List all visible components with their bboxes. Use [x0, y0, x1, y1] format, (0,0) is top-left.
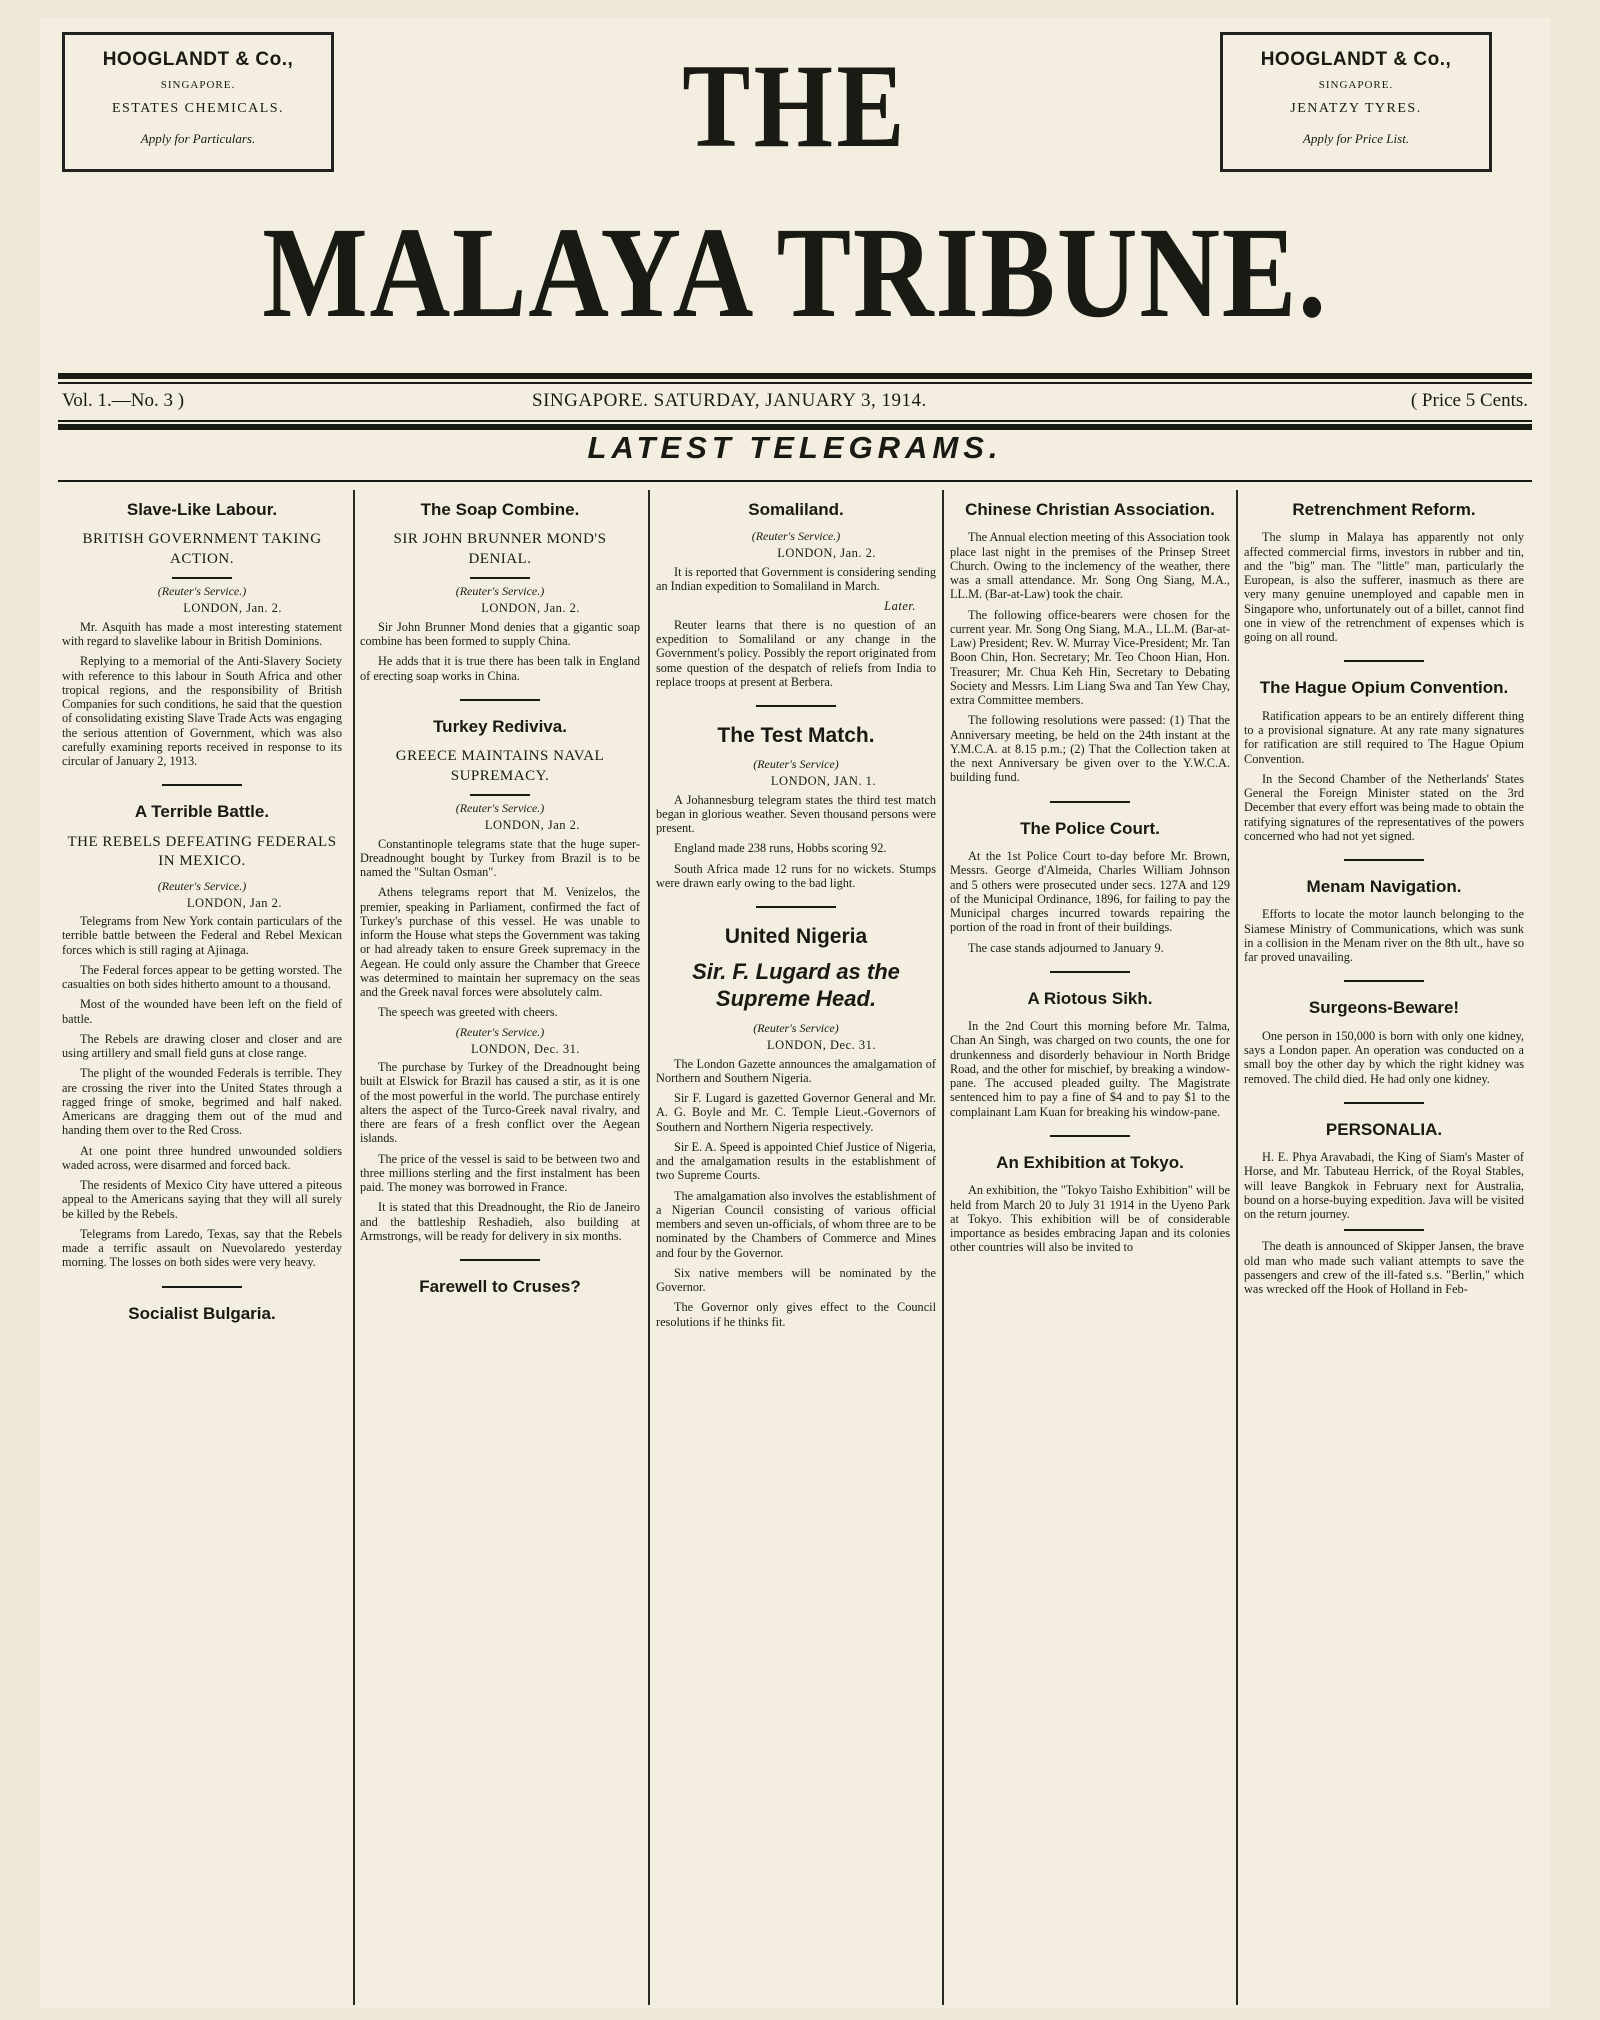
column-1: [62, 496, 342, 1996]
headline-riotous-sikh: A Riotous Sikh.: [1027, 988, 1153, 1008]
headline-surgeons-beware: Surgeons-Beware!: [1308, 998, 1460, 1018]
paragraph: At the 1st Police Court to-day before Mr. Brown, Messrs. George d'Almeida, Charles William Johnson and 5 others were prosecuted under secs. 127A and 129 of the Municipal Ordinance, 1896, for failing to pay the Municipal charges incurred towards repairing the portion of the road in front of their buildings.: [950, 849, 1230, 935]
column-2: [360, 496, 640, 1996]
separator: [162, 1286, 242, 1288]
paragraph: The Rebels are drawing closer and closer and are using artillery and small field guns at close range.: [62, 1031, 342, 1061]
paragraph: Sir E. A. Speed is appointed Chief Justice of Nigeria, and the amalgamation results in the establishment of two Supreme Courts.: [656, 1139, 936, 1183]
paragraph: It is stated that this Dreadnought, the Rio de Janeiro and the battleship Reshadieh, also building at Armstrongs, will be ready for delivery in six months.: [360, 1200, 640, 1243]
paragraph: The purchase by Turkey of the Dreadnought being built at Elswick for Brazil has caused a stir, as it is one of the most powerful in the world. The purchase entirely alters the aspect of the Turco-Greek naval rivalry, and there are fears of a fresh conflict over the Aegean islands.: [360, 1060, 640, 1146]
column-divider: [353, 490, 355, 2005]
separator: [1344, 980, 1424, 982]
paragraph: One person in 150,000 is born with only one kidney, says a London paper. An operation was conducted on a small boy the other day by which the right kidney was removed. The child died. He had only one kidney.: [1244, 1028, 1524, 1086]
separator: [470, 577, 530, 579]
paragraph: In the 2nd Court this morning before Mr. Talma, Chan An Singh, was charged on two counts, the one for drunkenness and disorderly behaviour in North Bridge Road, and the other for mischief, by breaking a window-pane. The accused pleaded guilty. The Magistrate sentenced him to pay a fine of $4 and to pay $1 to the complainant Lam Kuan for breaking his window-pane.: [950, 1019, 1230, 1119]
headline-exhibition-tokyo: An Exhibition at Tokyo.: [996, 1152, 1184, 1172]
paragraph: At one point three hundred unwounded soldiers waded across, were disarmed and forced back.: [62, 1143, 342, 1172]
separator: [1050, 1135, 1130, 1137]
headline-turkey-rediviva: Turkey Rediviva.: [433, 716, 567, 736]
paragraph: Replying to a memorial of the Anti-Slavery Society with reference to this labour in South Africa and other tropical regions, and the responsibility of British Companies for such conditions, he said that the question of consolidating existing Slave Trade Acts was engaging the serious attention of Government, which was also carefully examining reports received in response to its circular of January 2, 1913.: [62, 654, 342, 769]
headline-lugard: Sir. F. Lugard as the Supreme Head.: [692, 959, 900, 1011]
headline-somaliland: Somaliland.: [748, 500, 844, 519]
paragraph: Constantinople telegrams state that the huge super-Dreadnought bought by Turkey from Brazil is to be named the "Sultan Osman".: [360, 836, 640, 880]
section-rule: [58, 480, 1532, 482]
paragraph: H. E. Phya Aravabadi, the King of Siam's Master of Horse, and Mr. Tabuteau Herrick, of the Royal Stables, will leave Bangkok in February next for Australia, bound on a horse-buying expedition. Java will be visited on the return journey.: [1244, 1150, 1524, 1222]
column-4: [950, 496, 1230, 1996]
left-ad-city: SINGAPORE.: [160, 79, 236, 91]
paragraph: The case stands adjourned to January 9.: [968, 940, 1164, 955]
separator: [1344, 1102, 1424, 1104]
paragraph: The slump in Malaya has apparently not only affected commercial firms, investors in rubber and tin, and the "big" man. The "little" man, particularly the European, is also the sufferer, inasmuch as there are very many genuine unemployed and capable men in Singapore who, unfortunately out of a billet, cannot find one in view of the retrenchment of expenses which is going on all round.: [1244, 530, 1524, 645]
paragraph: The residents of Mexico City have uttered a piteous appeal to the Americans saying that they will all surely be killed by the Rebels.: [62, 1178, 342, 1221]
paragraph: A Johannesburg telegram states the third test match began in glorious weather. Seven thousand persons were present.: [656, 792, 936, 836]
subhead: GREECE MAINTAINS NAVAL SUPREMACY.: [395, 748, 605, 784]
headline-retrenchment-reform: Retrenchment Reform.: [1292, 500, 1476, 519]
paragraph: England made 238 runs, Hobbs scoring 92.: [674, 841, 887, 856]
headline-hague-opium: The Hague Opium Convention.: [1259, 678, 1509, 698]
issue-price: ( Price 5 Cents.: [1410, 390, 1528, 411]
paragraph: Six native members will be nominated by the Governor.: [656, 1265, 936, 1295]
paragraph: The death is announced of Skipper Jansen, the brave old man who made such valiant attempts to save the passengers and crew of the ill-fated s.s. "Berlin," which was wrecked off the Hook of Holland in Feb-: [1244, 1239, 1524, 1297]
paragraph: The amalgamation also involves the establishment of a Nigerian Council consisting of various official members and seven un-officials, of whom three are to be nominated by the Chambers of Commerce and Mines and four by the Governor.: [656, 1188, 936, 1260]
subhead: SIR JOHN BRUNNER MOND'S DENIAL.: [393, 531, 607, 567]
paragraph: Most of the wounded have been left on the field of battle.: [62, 997, 342, 1026]
headline-menam-navigation: Menam Navigation.: [1306, 877, 1462, 897]
paragraph: The following office-bearers were chosen for the current year. Mr. Song Ong Siang, M.A., LL.M. (Bar-at-Law) President; Rev. W. Murray Vice-President; Mr. Tan Boon Chin, Hon. Secretary; Mr. Teo Choon Hian, Hon. Treasurer; Mr. Chua Keh Hin, Secretary to Debating Society and Messrs. Lim Liang Swa and Tan Yew Chay, extra Committee members.: [950, 607, 1230, 708]
paragraph: Reuter learns that there is no question of an expedition to Somaliland or any change in the Government's policy. Possibly the report originated from some question of the despatch of reliefs from India to replace troops at present at Berbera.: [656, 617, 936, 689]
service-credit: (Reuter's Service.): [455, 584, 545, 599]
service-credit: (Reuter's Service.): [455, 1024, 545, 1039]
headline-test-match: The Test Match.: [717, 724, 875, 748]
separator: [756, 906, 836, 908]
separator: [460, 699, 540, 701]
headline-terrible-battle: A Terrible Battle.: [134, 802, 270, 822]
paragraph: Athens telegrams report that M. Venizelos, the premier, speaking in Parliament, confirmed the fact of Turkey's purchase of this vessel. He was unable to inform the House what steps the Government was taking or had already taken to ensure Greek supremacy in the Aegean. He could only assure the Chamber that Greece was determined to maintain her supremacy on the seas and the Greek naval forces were absolutely calm.: [360, 885, 640, 1000]
paragraph: Telegrams from Laredo, Texas, say that the Rebels made a terrific assault on Nuevolaredo yesterday morning. The losses on both sides were very heavy.: [62, 1226, 342, 1270]
service-credit: (Reuter's Service.): [751, 529, 841, 544]
column-3: [656, 496, 936, 1996]
service-credit: (Reuter's Service.): [455, 801, 545, 816]
paragraph: In the Second Chamber of the Netherlands' States General the Foreign Minister stated on the 3rd December that every effort was being made to obtain the ratifying signatures of the representatives of the powers concerned who had not yet signed.: [1244, 771, 1524, 843]
paragraph: The price of the vessel is said to be between two and three millions sterling and the first instalment has been paid. The money was borrowed in France.: [360, 1151, 640, 1194]
headline-personalia: PERSONALIA.: [1325, 1119, 1443, 1139]
separator: [172, 577, 232, 579]
right-ad-product: JENATZY TYRES.: [1290, 101, 1422, 116]
separator: [162, 784, 242, 786]
left-ad-apply: Apply for Particulars.: [140, 131, 256, 146]
dateline-place: LONDON, Dec. 31.: [470, 1041, 580, 1056]
masthead-title-main: MALAYA TRIBUNE.: [262, 201, 1328, 345]
separator: [1344, 1229, 1424, 1231]
paragraph: Ratification appears to be an entirely different thing to a provisional signature. At any rate many signatures for ratification are still required to The Hague Opium Convention.: [1244, 708, 1524, 766]
subhead: THE REBELS DEFEATING FEDERALS IN MEXICO.: [67, 833, 337, 870]
headline-socialist-bulgaria: Socialist Bulgaria.: [128, 1303, 276, 1323]
column-divider: [942, 490, 944, 2005]
paragraph: It is reported that Government is considering sending an Indian expedition to Somaliland in March.: [656, 564, 936, 594]
paragraph: Telegrams from New York contain particulars of the terrible battle between the Federal and Rebel Mexican forces which is still raging at Ajinaga.: [62, 914, 342, 957]
paragraph: Sir John Brunner Mond denies that a gigantic soap combine has been formed to supply China.: [360, 619, 640, 649]
separator: [470, 794, 530, 796]
separator: [1344, 859, 1424, 861]
right-ad-city: SINGAPORE.: [1318, 79, 1394, 91]
section-heading: LATEST TELEGRAMS.: [587, 430, 1003, 465]
paragraph: Mr. Asquith has made a most interesting statement with regard to slavelike labour in British Dominions.: [62, 619, 342, 649]
paragraph: The Governor only gives effect to the Council resolutions if he thinks fit.: [656, 1300, 936, 1329]
left-ad-company: HOOGLANDT & Co.,: [102, 49, 294, 70]
separator: [1344, 660, 1424, 662]
paragraph: Sir F. Lugard is gazetted Governor General and Mr. A. G. Boyle and Mr. C. Temple Lieut.-Governors of Southern and Northern Nigeria respectively.: [656, 1091, 936, 1134]
service-credit: (Reuter's Service): [753, 1021, 839, 1036]
subhead: BRITISH GOVERNMENT TAKING ACTION.: [82, 531, 322, 567]
service-credit: (Reuter's Service): [753, 757, 839, 772]
paragraph: The following resolutions were passed: (1) That the Anniversary meeting, be held on the 24th instant at the Y.M.C.A. at 8.15 p.m.; (2) That the Collection taken at the next Anniversary be given over to the Y.W.C.A. building fund.: [950, 713, 1230, 785]
paragraph: The Annual election meeting of this Association took place last night in the premises of the Prinsep Street Church. Owing to the inclemency of the weather, there was a small attendance. Mr. Song Ong Siang, M.A., LL.M. (Bar-at-Law) took the chair.: [950, 530, 1230, 602]
dateline-place: LONDON, Jan 2.: [186, 895, 282, 910]
paragraph: The Federal forces appear to be getting worsted. The casualties on both sides hitherto amount to a thousand.: [62, 962, 342, 992]
paragraph: South Africa made 12 runs for no wickets. Stumps were drawn early owing to the bad light.: [656, 861, 936, 890]
right-advertisement-box: [1220, 32, 1492, 172]
dateline-place: LONDON, Dec. 31.: [766, 1038, 876, 1053]
newspaper-page: [40, 18, 1550, 2008]
left-advertisement-box: [62, 32, 334, 172]
paragraph: Efforts to locate the motor launch belonging to the Siamese Ministry of Communications, which was sunk in a collision in the Menam river on the 8th ult., have so far proved unavailing.: [1244, 907, 1524, 965]
separator: [1050, 801, 1130, 803]
masthead-rule-top-thin: [58, 382, 1532, 384]
headline-farewell-cruses: Farewell to Cruses?: [419, 1277, 581, 1296]
dateline-place: LONDON, Jan. 2.: [481, 601, 580, 616]
paragraph: The speech was greeted with cheers.: [378, 1005, 558, 1020]
separator: [756, 705, 836, 707]
column-divider: [648, 490, 650, 2005]
masthead-title-the: THE: [682, 39, 908, 172]
headline-slave-labour: Slave-Like Labour.: [126, 500, 278, 519]
paragraph: The plight of the wounded Federals is terrible. They are crossing the river into the United States through a ragged fringe of smoke, begrimed and half naked. Americans are dragging them out of the mud and handing them over to the Red Cross.: [62, 1066, 342, 1138]
service-credit: (Reuter's Service.): [157, 878, 247, 893]
later-marker: Later.: [884, 599, 916, 614]
separator: [460, 1259, 540, 1261]
masthead-rule-top: [58, 373, 1532, 379]
column-divider: [1236, 490, 1238, 2005]
right-ad-company: HOOGLANDT & Co.,: [1260, 49, 1452, 70]
dateline-place: LONDON, Jan 2.: [484, 818, 580, 833]
issue-date: SINGAPORE. SATURDAY, JANUARY 3, 1914.: [532, 390, 927, 411]
dateline-rule-thin: [58, 420, 1532, 422]
paragraph: An exhibition, the "Tokyo Taisho Exhibition" will be held from March 20 to July 31 1914 in the Uyeno Park at Tokyo. This exhibition will be of considerable importance as besides embracing Japan and its colonies other countries will also be invited to: [950, 1183, 1230, 1255]
paragraph: He adds that it is true there has been talk in England of erecting soap works in China.: [360, 654, 640, 683]
dateline-place: LONDON, JAN. 1.: [770, 774, 876, 789]
headline-police-court: The Police Court.: [1020, 818, 1160, 838]
paragraph: The London Gazette announces the amalgamation of Northern and Southern Nigeria.: [656, 1056, 936, 1085]
dateline-place: LONDON, Jan. 2.: [777, 546, 876, 561]
column-5: [1244, 496, 1524, 1996]
headline-chinese-christian-association: Chinese Christian Association.: [965, 500, 1215, 519]
headline-united-nigeria: United Nigeria: [724, 925, 868, 949]
dateline-place: LONDON, Jan. 2.: [183, 601, 282, 616]
right-ad-apply: Apply for Price List.: [1302, 131, 1410, 146]
headline-soap-combine: The Soap Combine.: [420, 500, 580, 519]
volume-number: Vol. 1.—No. 3 ): [62, 390, 185, 411]
dateline: [62, 390, 1528, 418]
separator: [1050, 971, 1130, 973]
service-credit: (Reuter's Service.): [157, 584, 247, 599]
left-ad-product: ESTATES CHEMICALS.: [111, 101, 285, 116]
